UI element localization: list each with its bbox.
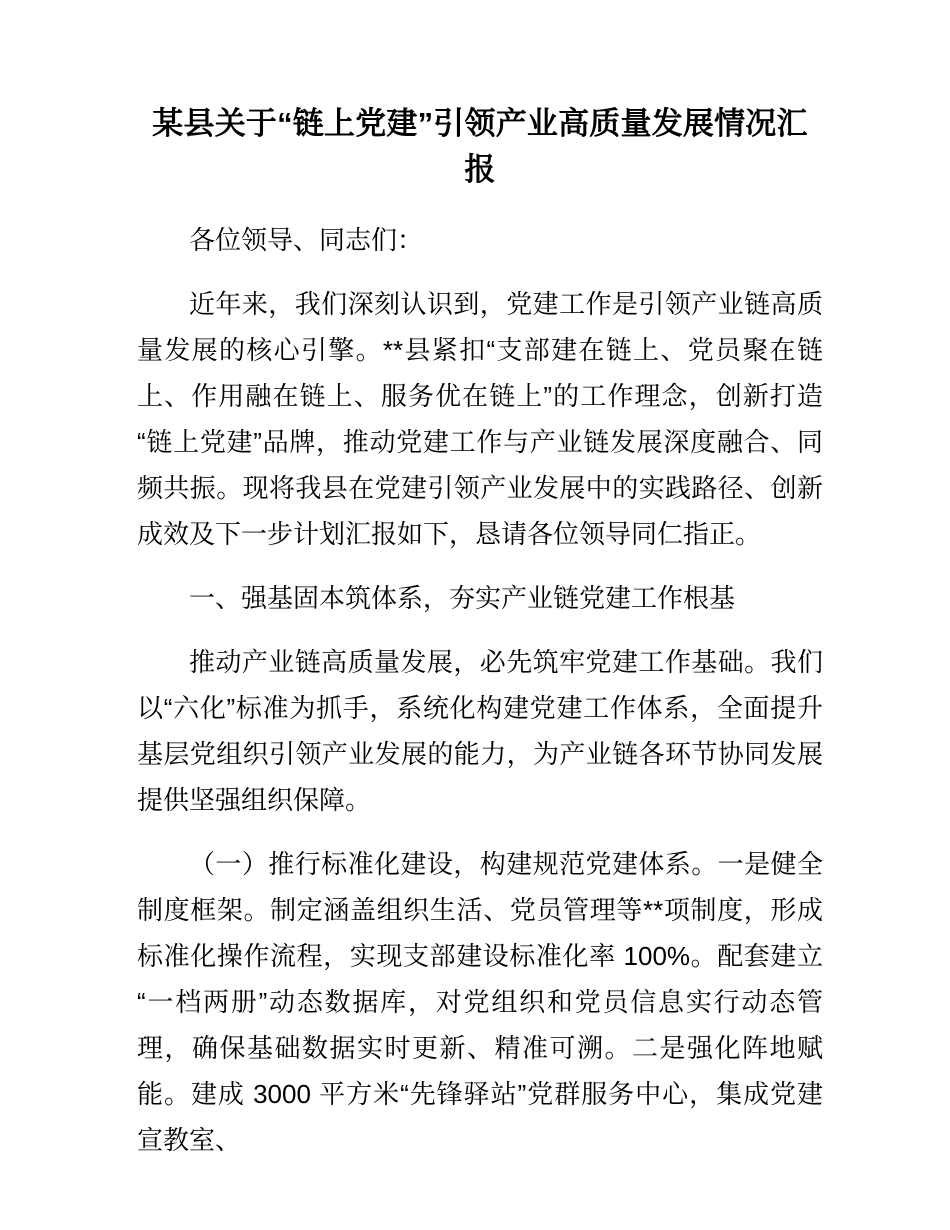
document-content [137,0,823,1163]
paragraph-intro: 近年来，我们深刻认识到，党建工作是引领产业链高质量发展的核心引擎。**县紧扣“支部建在链上、党员聚在链上、作用融在链上、服务优在链上”的工作理念，创新打造“链上党建”品牌，推动党建工作与产业链发展深度融合、同频共振。现将我县在党建引领产业发展中的实践路径、创新成效及下一步计划汇报如下，恳请各位领导同仁指正。 [137,289,823,549]
page-title: 某县关于“链上党建”引领产业高质量发展情况汇报 [152,106,808,187]
section-heading-one: 一、强基固本筑体系，夯实产业链党建工作根基 [189,583,736,613]
paragraph-subsection-one: （一）推行标准化建设，构建规范党建体系。一是健全制度框架。制定涵盖组织生活、党员管理等**项制度，形成标准化操作流程，实现支部建设标准化率 100%。配套建立“一档两册”动态数据库，对党组织和党员信息实行动态管理，确保基础数据实时更新、精准可溯。二是强化阵地赋能。建成 3000 平方米“先锋驿站”党群服务中心，集成党建宣教室、 [137,849,823,1155]
paragraph-section-one-intro: 推动产业链高质量发展，必先筑牢党建工作基础。我们以“六化”标准为抓手，系统化构建党建工作体系，全面提升基层党组织引领产业发展的能力，为产业链各环节协同发展提供坚强组织保障。 [137,647,823,815]
salutation-line: 各位领导、同志们： [189,225,424,255]
